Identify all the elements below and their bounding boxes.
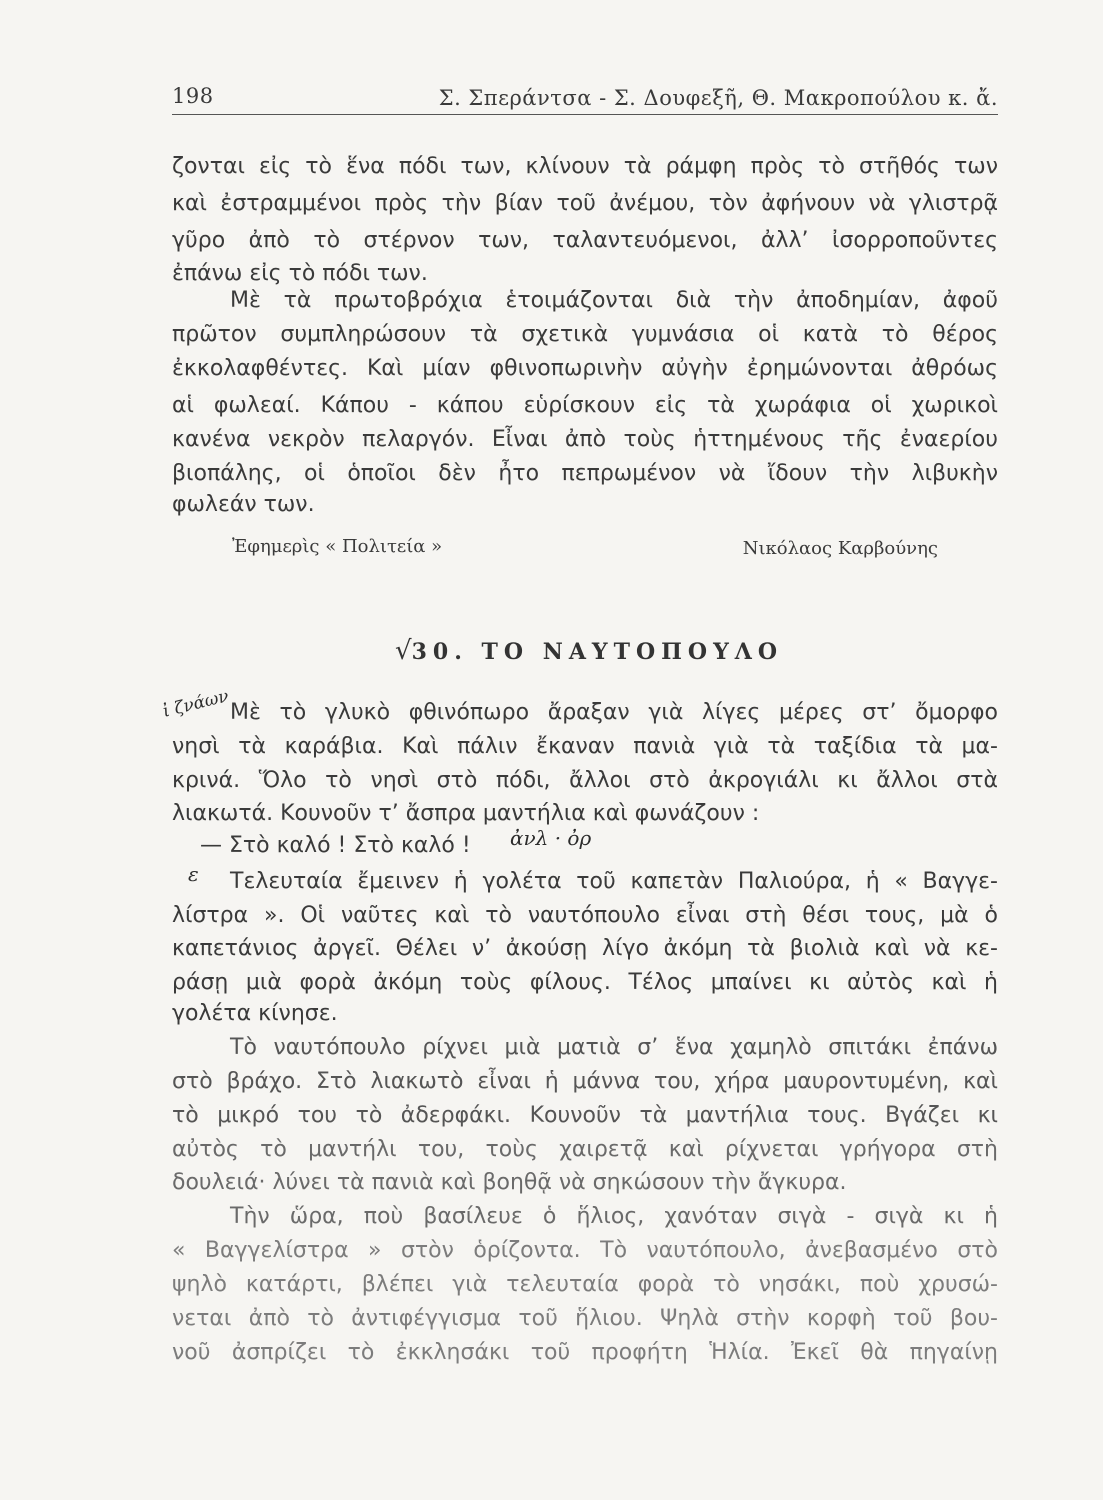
text-line: ράσῃ μιὰ φορὰ ἀκόμη τοὺς φίλους. Τέλος μπαίνει κι αὐτὸς καὶ ἡ [172, 970, 998, 995]
text-line: καπετάνιος ἀργεῖ. Θέλει ν’ ἀκούσῃ λίγο ἀκόμη τὰ βιολιὰ καὶ νὰ κε- [172, 936, 998, 961]
text-line: Μὲ τὰ πρωτοβρόχια ἑτοιμάζονται διὰ τὴν ἀποδημίαν, ἀφοῦ [230, 288, 998, 313]
page-header [172, 80, 998, 115]
page-number: 198 [172, 84, 214, 108]
section-title-text: 30. ΤΟ ΝΑΥΤΟΠΟΥΛΟ [411, 639, 784, 665]
text-line: βιοπάλης, οἱ ὁποῖοι δὲν ἦτο πεπρωμένον νὰ ἴδουν τὴν λιβυκὴν [172, 461, 998, 486]
text-line: Τελευταία ἔμεινεν ἡ γολέτα τοῦ καπετὰν Παλιούρα, ἡ « Βαγγε- [230, 869, 998, 894]
text-line: νεται ἀπὸ τὸ ἀντιφέγγισμα τοῦ ἥλιου. Ψηλὰ στὴν κορφὴ τοῦ βου- [172, 1306, 998, 1331]
text-line: « Βαγγελίστρα » στὸν ὁρίζοντα. Τὸ ναυτόπουλο, ἀνεβασμένο στὸ [172, 1238, 998, 1263]
text-line: νησὶ τὰ καράβια. Καὶ πάλιν ἔκαναν πανιὰ γιὰ τὰ ταξίδια τὰ μα- [172, 734, 998, 759]
handwritten-inline-note: ἀνλ · ὀρ [510, 826, 592, 850]
text-line: — Στὸ καλό ! Στὸ καλό ! [200, 833, 471, 858]
text-line: στὸ βράχο. Στὸ λιακωτὸ εἶναι ἡ μάννα του, χήρα μαυροντυμένη, καὶ [172, 1069, 998, 1094]
text-line: λιακωτά. Κουνοῦν τ’ ἄσπρα μαντήλια καὶ φωνάζουν : [172, 801, 760, 826]
source-line [172, 536, 998, 564]
text-line: Τὴν ὥρα, ποὺ βασίλευε ὁ ἥλιος, χανόταν σιγὰ - σιγὰ κι ἡ [230, 1204, 998, 1229]
text-line: φωλεάν των. [172, 492, 315, 517]
text-line: λίστρα ». Οἱ ναῦτες καὶ τὸ ναυτόπουλο εἶναι στὴ θέσι τους, μὰ ὁ [172, 903, 998, 928]
text-line: ζονται εἰς τὸ ἕνα πόδι των, κλίνουν τὰ ράμφη πρὸς τὸ στῆθός των [172, 154, 998, 179]
text-line: πρῶτον συμπληρώσουν τὰ σχετικὰ γυμνάσια οἱ κατὰ τὸ θέρος [172, 322, 998, 347]
section-title [395, 636, 783, 676]
text-line: ἐκκολαφθέντες. Καὶ μίαν φθινοπωρινὴν αὐγὴν ἐρημώνονται ἀθρόως [172, 356, 998, 381]
text-line: αἱ φωλεαί. Κάπου - κάπου εὑρίσκουν εἰς τὰ χωράφια οἱ χωρικοὶ [172, 393, 998, 418]
text-line: γολέτα κίνησε. [172, 1001, 338, 1026]
text-line: γῦρο ἀπὸ τὸ στέρνον των, ταλαντευόμενοι, ἀλλ’ ἰσορροποῦντες [172, 228, 998, 253]
source-author: Νικόλαος Καρβούνης [742, 538, 938, 559]
source-newspaper: Ἐφημερὶς « Πολιτεία » [232, 536, 443, 557]
handwritten-margin-note: ἰ ζνάων [160, 686, 231, 722]
text-line: κανένα νεκρὸν πελαργόν. Εἶναι ἀπὸ τοὺς ἡττημένους τῆς ἐναερίου [172, 427, 998, 452]
text-line: ψηλὸ κατάρτι, βλέπει γιὰ τελευταία φορὰ τὸ νησάκι, ποὺ χρυσώ- [172, 1272, 998, 1297]
text-line: Μὲ τὸ γλυκὸ φθινόπωρο ἄραξαν γιὰ λίγες μέρες στ’ ὄμορφο [230, 700, 998, 725]
text-line: αὐτὸς τὸ μαντήλι του, τοὺς χαιρετᾷ καὶ ρίχνεται γρήγορα στὴ [172, 1137, 998, 1162]
text-line: δουλειά· λύνει τὰ πανιὰ καὶ βοηθᾷ νὰ σηκώσουν τὴν ἄγκυρα. [172, 1170, 847, 1195]
text-line: Τὸ ναυτόπουλο ρίχνει μιὰ ματιὰ σ’ ἕνα χαμηλὸ σπιτάκι ἐπάνω [230, 1035, 998, 1060]
text-line: ἐπάνω εἰς τὸ πόδι των. [172, 261, 428, 286]
handwritten-margin-letter: ε [188, 862, 199, 886]
text-line: τὸ μικρό του τὸ ἀδερφάκι. Κουνοῦν τὰ μαντήλια τους. Βγάζει κι [172, 1103, 998, 1128]
handwritten-check-mark: √ [395, 636, 412, 666]
running-head: Σ. Σπεράντσα - Σ. Δουφεξῆ, Θ. Μακροπούλου κ. ἄ. [438, 86, 998, 110]
text-line: κρινά. Ὅλο τὸ νησὶ στὸ πόδι, ἄλλοι στὸ ἀκρογιάλι κι ἄλλοι στὰ [172, 768, 998, 793]
text-line: νοῦ ἀσπρίζει τὸ ἐκκλησάκι τοῦ προφήτη Ἡλία. Ἐκεῖ θὰ πηγαίνῃ [172, 1340, 998, 1365]
text-line: καὶ ἐστραμμένοι πρὸς τὴν βίαν τοῦ ἀνέμου, τὸν ἀφήνουν νὰ γλιστρᾷ [172, 191, 998, 216]
